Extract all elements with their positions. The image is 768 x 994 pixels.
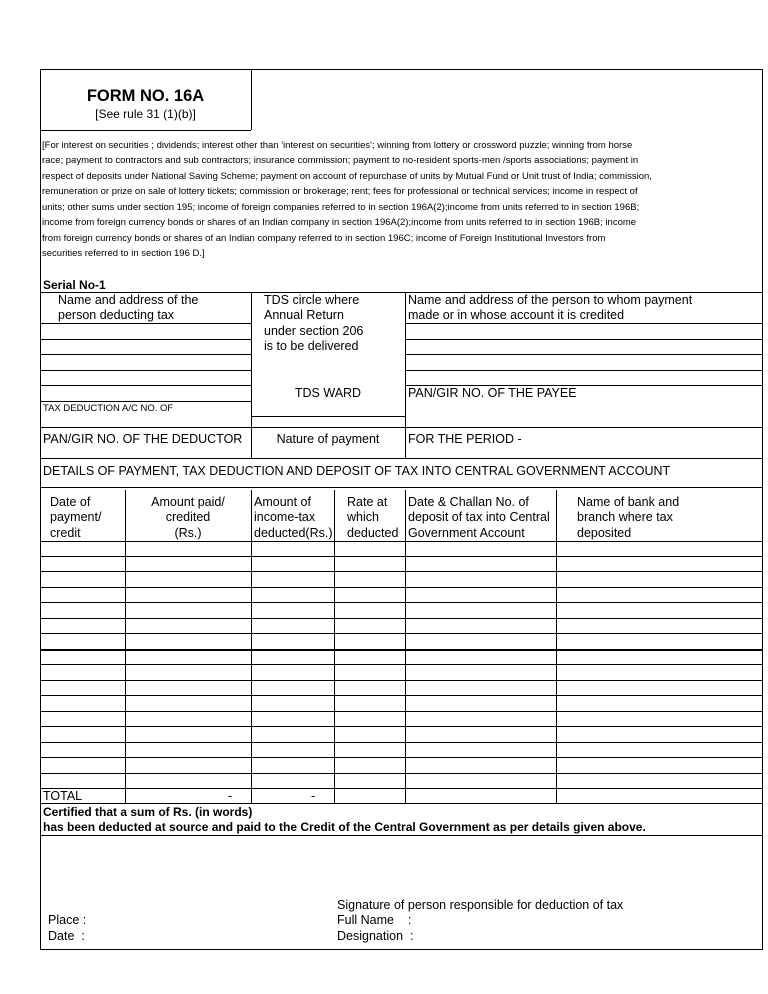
place-label: Place : xyxy=(48,913,87,927)
tds-circle-label-3: under section 206 xyxy=(264,324,364,338)
details-heading: DETAILS OF PAYMENT, TAX DEDUCTION AND DEPOSIT OF TAX INTO CENTRAL GOVERNMENT ACCOUNT xyxy=(43,464,671,478)
tds-circle-label-4: is to be delivered xyxy=(264,339,359,353)
payee-name-label-2: made or in whose account it is credited xyxy=(408,308,625,322)
tax-deduction-account-label: TAX DEDUCTION A/C NO. OF xyxy=(43,403,174,414)
period-label: FOR THE PERIOD - xyxy=(408,432,522,446)
tds-ward-label: TDS WARD xyxy=(294,386,362,400)
signature-label: Signature of person responsible for deduction of tax xyxy=(337,898,624,912)
total-tax: - xyxy=(311,789,316,803)
tds-circle-label-2: Annual Return xyxy=(264,308,344,322)
rule-reference: [See rule 31 (1)(b)] xyxy=(95,107,196,121)
payee-name-label: Name and address of the person to whom payment xyxy=(408,293,693,307)
nature-of-payment-label: Nature of payment xyxy=(276,432,380,446)
tds-circle-label: TDS circle where xyxy=(264,293,360,307)
deductor-name-label-2: person deducting tax xyxy=(58,308,175,322)
certificate-line-1: Certified that a sum of Rs. (in words) xyxy=(43,805,253,819)
date-label: Date : xyxy=(48,929,85,943)
total-label: TOTAL xyxy=(43,789,83,803)
certificate-line-2: has been deducted at source and paid to the Credit of the Central Government as per details given above. xyxy=(43,820,646,834)
designation-label: Designation : xyxy=(337,929,414,943)
serial-number: Serial No-1 xyxy=(43,278,106,292)
full-name-label: Full Name : xyxy=(337,913,412,927)
deductor-pan-label: PAN/GIR NO. OF THE DEDUCTOR xyxy=(43,432,243,446)
total-amount: - xyxy=(228,789,233,803)
form-title: FORM NO. 16A xyxy=(86,87,205,105)
payee-pan-label: PAN/GIR NO. OF THE PAYEE xyxy=(408,386,577,400)
deductor-name-label: Name and address of the xyxy=(58,293,199,307)
